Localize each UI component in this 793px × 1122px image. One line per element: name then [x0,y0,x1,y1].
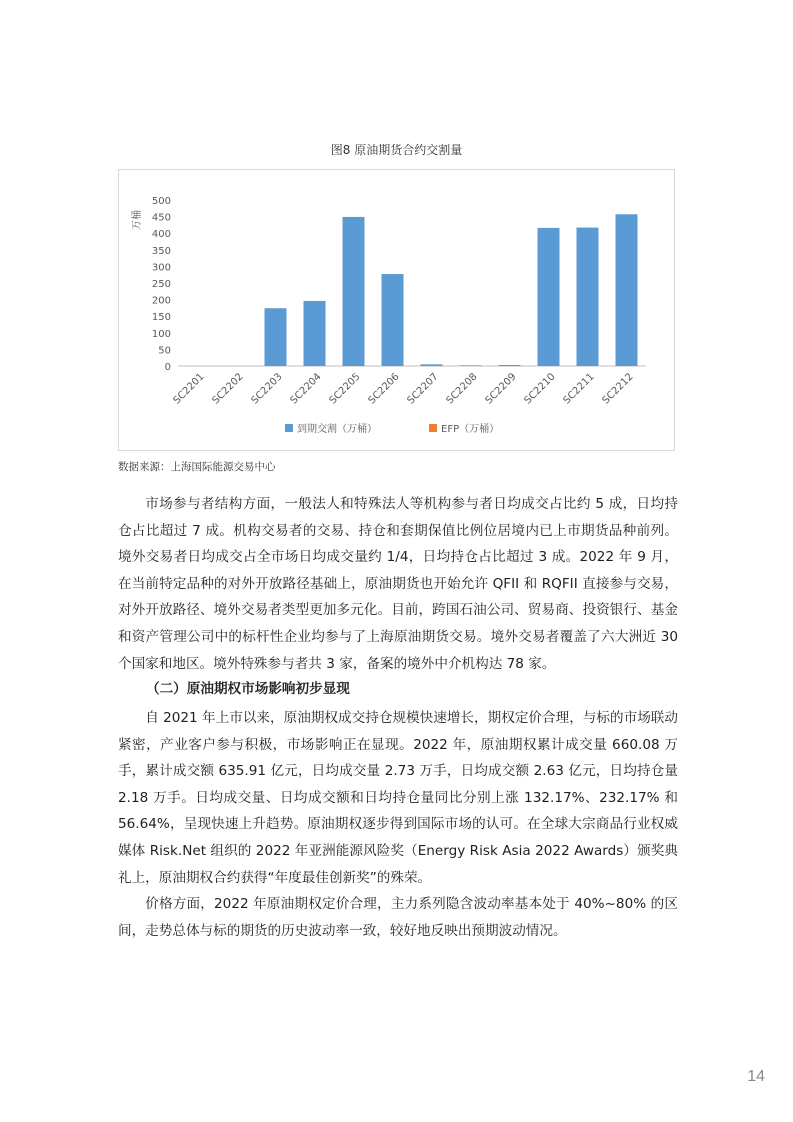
bar-chart [119,170,676,452]
y-tick-label: 300 [151,262,171,274]
legend-label: EFP（万桶） [441,424,500,435]
source-note: 数据来源：上海国际能源交易中心 [118,461,276,473]
x-tick-label: SC2210 [522,371,558,407]
legend-swatch [429,424,437,432]
bar-delivery [304,301,326,366]
paragraph-options-market: 自 2021 年上市以来，原油期权成交持仓规模快速增长，期权定价合理，与标的市场联动紧密，产业客户参与积极，市场影响正在显现。2022 年，原油期权累计成交量 660.08 万手，累计成交额 635.91 亿元，日均成交量 2.73 万手，日均成交额 2.63 亿元，日均持仓量 2.18 万手。日均成交量、日均成交额和日均持仓量同比分别上涨 132.17%、232.17% 和 56.64%，呈现快速上升趋势。原油期权逐步得到国际市场的认可。在全球大宗商品行业权威媒体 Risk.Net 组织的 2022 年亚洲能源风险奖（Energy Risk Asia 2022 Awards）颁奖典礼上，原油期权合约获得“年度最佳创新奖”的殊荣。 [118,710,678,886]
y-axis-label: 万桶 [132,210,143,230]
x-tick-label: SC2208 [444,371,480,407]
y-tick-label: 150 [151,312,171,324]
paragraph-participants: 市场参与者结构方面，一般法人和特殊法人等机构参与者日均成交占比约 5 成，日均持仓占比超过 7 成。机构交易者的交易、持仓和套期保值比例位居境内已上市期货品种前列。境外交易者日均成交占全市场日均成交量约 1/4，日均持仓占比超过 3 成。2022 年 9 月，在当前特定品种的对外开放路径基础上，原油期货也开始允许 QFII 和 RQFII 直接参与交易，对外开放路径、境外交易者类型更加多元化。目前，跨国石油公司、贸易商、投资银行、基金和资产管理公司中的标杆性企业均参与了上海原油期货交易。境外交易者覆盖了六大洲近 30 个国家和地区。境外特殊参与者共 3 家，备案的境外中介机构达 78 家。 [118,496,678,672]
bar-delivery [616,214,638,366]
section-heading: （二）原油期权市场影响初步显现 [146,681,350,697]
y-tick-label: 0 [164,362,171,373]
y-tick-label: 400 [151,229,171,241]
figure-title: 图8 原油期货合约交割量 [330,143,463,157]
legend-swatch [285,424,293,432]
bar-delivery [538,228,560,366]
y-tick-label: 500 [151,196,171,207]
y-tick-label: 200 [151,295,171,307]
bar-delivery [382,274,404,366]
bar-delivery [343,217,365,366]
bar-delivery [265,308,287,366]
x-tick-label: SC2209 [483,371,519,407]
bar-delivery [499,365,521,366]
y-tick-label: 100 [151,328,171,340]
x-tick-label: SC2206 [366,371,402,407]
y-tick-label: 50 [158,345,171,357]
page-number: 14 [747,1068,765,1085]
y-tick-label: 350 [151,245,171,257]
bar-delivery [460,365,482,366]
x-tick-label: SC2207 [405,371,441,407]
chart-frame [118,169,675,451]
x-tick-label: SC2201 [171,371,207,407]
y-tick-label: 450 [151,212,171,224]
bar-delivery [577,228,599,366]
x-tick-label: SC2211 [561,371,597,407]
legend-label: 到期交割（万桶） [297,424,377,435]
paragraph-pricing: 价格方面，2022 年原油期权定价合理，主力系列隐含波动率基本处于 40%~80% 的区间，走势总体与标的期货的历史波动率一致，较好地反映出预期波动情况。 [118,896,678,939]
x-tick-label: SC2204 [288,371,324,407]
bar-delivery [421,364,443,366]
x-tick-label: SC2212 [600,371,636,407]
x-tick-label: SC2205 [327,371,363,407]
x-tick-label: SC2203 [249,371,285,407]
y-tick-label: 250 [151,279,171,290]
x-tick-label: SC2202 [210,371,246,407]
